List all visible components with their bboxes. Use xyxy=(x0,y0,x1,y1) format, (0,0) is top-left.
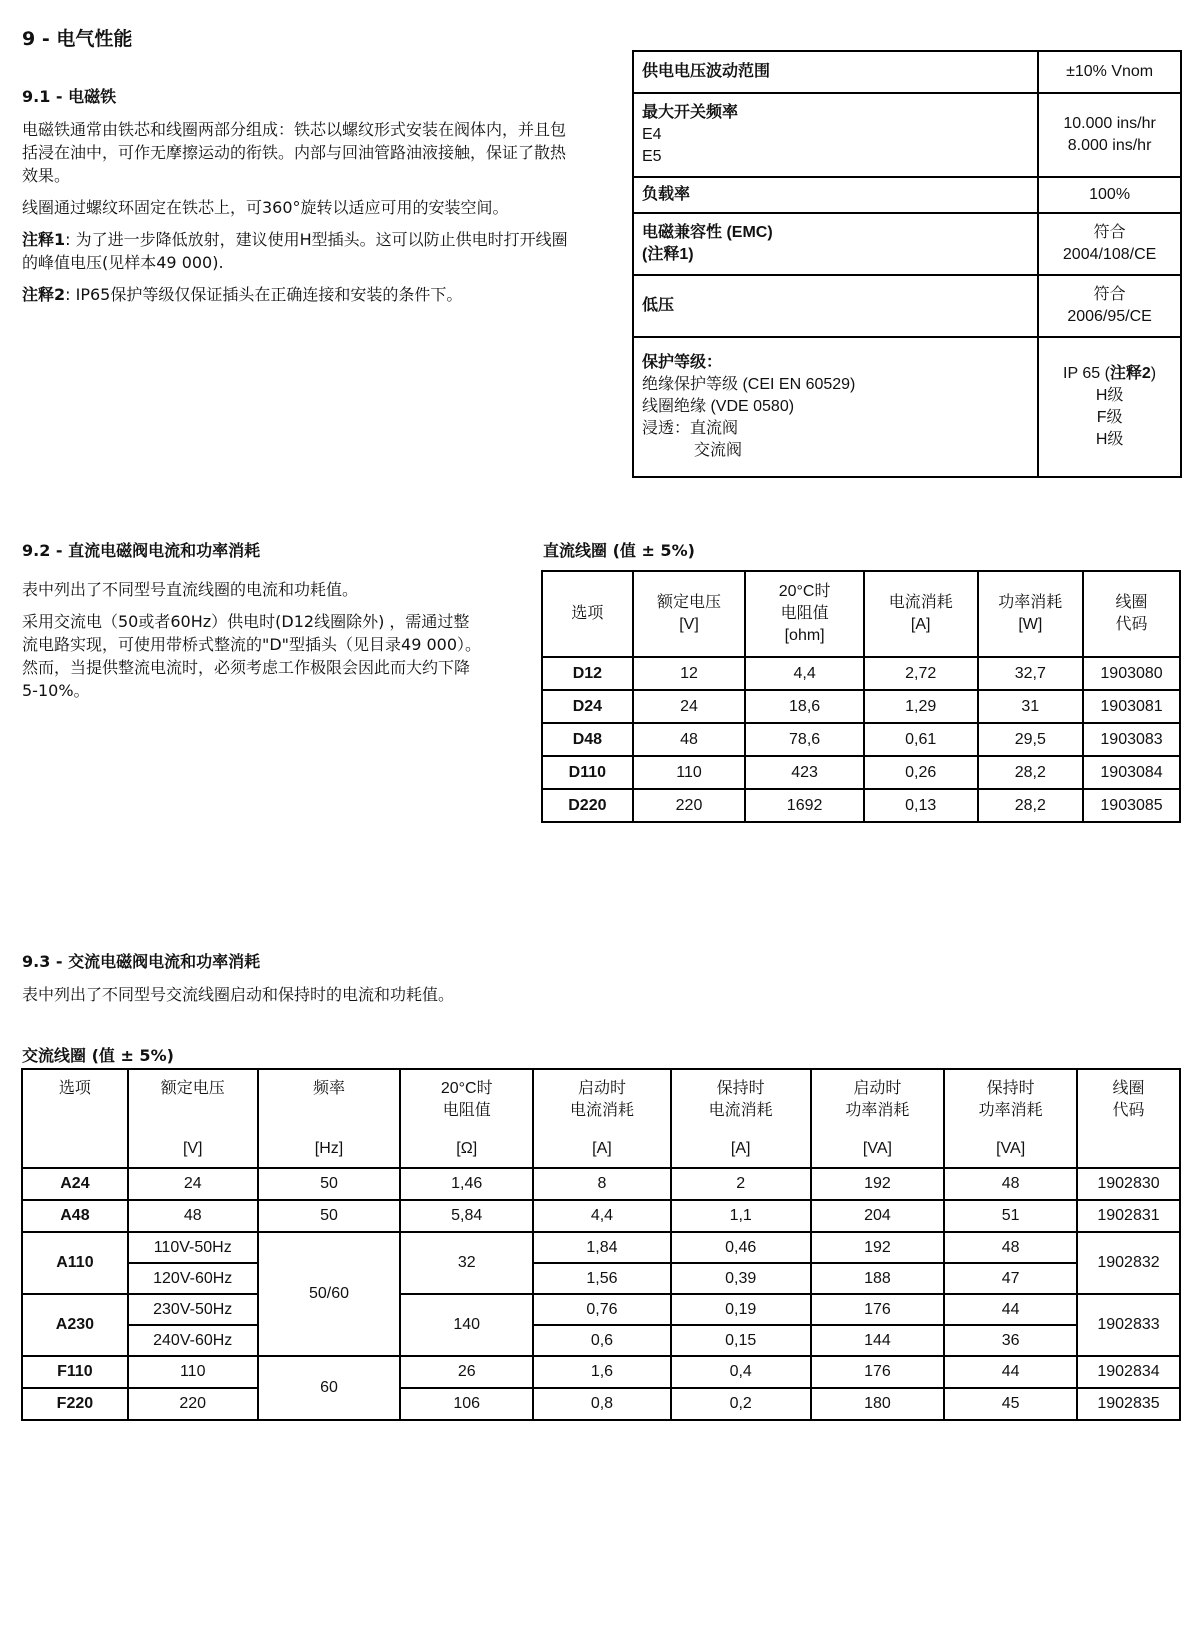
text-9-2 xyxy=(22,578,482,711)
table-cell: 1,84 xyxy=(533,1232,671,1263)
table-row xyxy=(22,1294,1180,1325)
spec-sub: E4 xyxy=(642,126,662,143)
column-header: 额定电压 [V] xyxy=(633,571,746,657)
column-header-label: 额定电压 xyxy=(160,1080,225,1097)
column-header-label: 保持时 功率消耗 xyxy=(978,1080,1043,1119)
paragraph: 表中列出了不同型号交流线圈启动和保持时的电流和功耗值。 xyxy=(22,985,455,1004)
table-row xyxy=(542,756,1180,789)
table-row xyxy=(22,1356,1180,1388)
table-cell: 44 xyxy=(944,1356,1077,1388)
dc-coil-table xyxy=(541,570,1181,823)
note-2-text: : IP65保护等级仅保证插头在正确连接和安装的条件下。 xyxy=(65,285,463,304)
spec-value-part: IP 65 ( xyxy=(1063,365,1110,382)
ac-coil-table xyxy=(21,1068,1181,1421)
spec-label: 电磁兼容性 (EMC) xyxy=(642,224,773,241)
table-cell: 120V-60Hz xyxy=(128,1263,258,1294)
table-cell: 240V-60Hz xyxy=(128,1325,258,1356)
table-cell: 188 xyxy=(811,1263,945,1294)
table-row xyxy=(22,1232,1180,1263)
column-header-unit: [A] xyxy=(592,1140,612,1157)
note-1-text: : 为了进一步降低放射，建议使用H型插头。这可以防止供电时打开线圈的峰值电压(见样本49 000). xyxy=(22,230,568,272)
table-cell: 1,46 xyxy=(400,1168,533,1200)
table-cell: 45 xyxy=(944,1388,1077,1420)
table-cell: 204 xyxy=(811,1200,945,1232)
table-cell: 1903083 xyxy=(1083,723,1180,756)
option-cell: D220 xyxy=(542,789,633,822)
table-cell: 31 xyxy=(978,690,1084,723)
spec-value xyxy=(1063,365,1156,382)
column-header xyxy=(128,1069,258,1168)
table-cell: 180 xyxy=(811,1388,945,1420)
spec-label: 负载率 xyxy=(642,186,691,203)
spec-value: H级 xyxy=(1095,431,1124,448)
table-cell: 110 xyxy=(633,756,746,789)
table-cell: 5,84 xyxy=(400,1200,533,1232)
table-cell: 24 xyxy=(633,690,746,723)
spec-label: 保护等级： xyxy=(642,354,723,371)
table-cell: 1,56 xyxy=(533,1263,671,1294)
column-header-label: 线圈 代码 xyxy=(1112,1080,1145,1119)
table-row xyxy=(22,1325,1180,1356)
note-1-label: 注释1 xyxy=(22,230,66,249)
spec-sub: 浸透：直流阀 xyxy=(642,420,739,437)
ac-header-row xyxy=(22,1069,1180,1168)
column-header-label: 选项 xyxy=(58,1080,91,1097)
column-header-label: 保持时 电流消耗 xyxy=(708,1080,773,1119)
spec-row xyxy=(633,275,1181,337)
column-header xyxy=(811,1069,945,1168)
table-cell: 48 xyxy=(633,723,746,756)
spec-value: ±10% Vnom xyxy=(1038,51,1181,93)
spec-sub: 绝缘保护等级 (CEI EN 60529) xyxy=(642,376,856,393)
table-cell: 50 xyxy=(258,1200,401,1232)
option-cell: D12 xyxy=(542,657,633,690)
table-cell: 1,6 xyxy=(533,1356,671,1388)
table-cell: 0,13 xyxy=(864,789,978,822)
table-cell: 1692 xyxy=(745,789,864,822)
ac-table-label: 交流线圈 (值 ± 5%) xyxy=(22,1046,174,1065)
spec-value: 符合 xyxy=(1093,224,1126,241)
spec-label: 供电电压波动范围 xyxy=(642,63,771,80)
paragraph: 表中列出了不同型号直流线圈的电流和功耗值。 xyxy=(22,580,359,599)
spec-sub: 交流阀 xyxy=(694,442,743,459)
column-header xyxy=(22,1069,128,1168)
table-cell: 1902831 xyxy=(1077,1200,1180,1232)
option-cell: F220 xyxy=(22,1388,128,1420)
spec-value: 符合 xyxy=(1093,286,1126,303)
column-header: 功率消耗 [W] xyxy=(978,571,1084,657)
table-cell: 8 xyxy=(533,1168,671,1200)
table-cell: 48 xyxy=(944,1232,1077,1263)
table-cell: 0,46 xyxy=(671,1232,811,1263)
spec-value: F级 xyxy=(1096,409,1123,426)
table-cell: 32,7 xyxy=(978,657,1084,690)
table-cell: 78,6 xyxy=(745,723,864,756)
table-cell: 220 xyxy=(128,1388,258,1420)
dc-header-row xyxy=(542,571,1180,657)
table-cell: 50 xyxy=(258,1168,401,1200)
spec-value-part: ) xyxy=(1150,365,1157,382)
table-cell: 0,26 xyxy=(864,756,978,789)
column-header xyxy=(400,1069,533,1168)
column-header-unit: [V] xyxy=(182,1140,203,1157)
spec-sub: 线圈绝缘 (VDE 0580) xyxy=(642,398,795,415)
table-cell: 1903080 xyxy=(1083,657,1180,690)
column-header-label: 启动时 电流消耗 xyxy=(569,1080,634,1119)
paragraph: 电磁铁通常由铁芯和线圈两部分组成：铁芯以螺纹形式安装在阀体内，并且包括浸在油中，可作无摩擦运动的衔铁。内部与回油管路油液接触，保证了散热效果。 xyxy=(22,120,567,185)
table-cell: 144 xyxy=(811,1325,945,1356)
note-2-label: 注释2 xyxy=(22,285,66,304)
table-cell: 60 xyxy=(258,1356,401,1420)
section-title: 9 - 电气性能 xyxy=(22,28,133,50)
option-cell: A24 xyxy=(22,1168,128,1200)
table-cell: 110 xyxy=(128,1356,258,1388)
paragraph: 线圈通过螺纹环固定在铁芯上，可360°旋转以适应可用的安装空间。 xyxy=(22,198,509,217)
table-row xyxy=(542,657,1180,690)
table-cell: 106 xyxy=(400,1388,533,1420)
table-cell: 1903085 xyxy=(1083,789,1180,822)
note-1 xyxy=(22,228,574,274)
table-cell: 1,1 xyxy=(671,1200,811,1232)
spec-row xyxy=(633,213,1181,275)
table-cell: 0,61 xyxy=(864,723,978,756)
column-header: 选项 xyxy=(542,571,633,657)
column-header-unit: [Ω] xyxy=(456,1140,478,1157)
table-cell: 1,29 xyxy=(864,690,978,723)
table-cell: 48 xyxy=(128,1200,258,1232)
spec-value: 10.000 ins/hr xyxy=(1063,115,1156,132)
table-cell: 1902832 xyxy=(1077,1232,1180,1294)
option-cell: D24 xyxy=(542,690,633,723)
dc-table-label: 直流线圈 (值 ± 5%) xyxy=(543,541,695,560)
table-cell: 28,2 xyxy=(978,789,1084,822)
column-header xyxy=(671,1069,811,1168)
table-cell: 1902835 xyxy=(1077,1388,1180,1420)
table-cell: 176 xyxy=(811,1294,945,1325)
column-header: 电流消耗 [A] xyxy=(864,571,978,657)
table-cell: 0,4 xyxy=(671,1356,811,1388)
column-header xyxy=(533,1069,671,1168)
table-cell: 36 xyxy=(944,1325,1077,1356)
table-cell: 26 xyxy=(400,1356,533,1388)
table-cell: 192 xyxy=(811,1232,945,1263)
table-cell: 1902834 xyxy=(1077,1356,1180,1388)
column-header xyxy=(1077,1069,1180,1168)
table-cell: 4,4 xyxy=(533,1200,671,1232)
heading-9-2: 9.2 - 直流电磁阀电流和功率消耗 xyxy=(22,541,261,560)
table-cell: 47 xyxy=(944,1263,1077,1294)
table-cell: 0,8 xyxy=(533,1388,671,1420)
table-cell: 50/60 xyxy=(258,1232,401,1356)
table-cell: 18,6 xyxy=(745,690,864,723)
table-row xyxy=(22,1263,1180,1294)
table-cell: 0,39 xyxy=(671,1263,811,1294)
option-cell: D48 xyxy=(542,723,633,756)
table-cell: 1903084 xyxy=(1083,756,1180,789)
table-row xyxy=(542,789,1180,822)
spec-sub: E5 xyxy=(642,148,662,165)
table-cell: 44 xyxy=(944,1294,1077,1325)
option-cell: A48 xyxy=(22,1200,128,1232)
table-cell: 220 xyxy=(633,789,746,822)
table-cell: 24 xyxy=(128,1168,258,1200)
column-header: 20°C时 电阻值 [ohm] xyxy=(745,571,864,657)
table-cell: 4,4 xyxy=(745,657,864,690)
table-row xyxy=(542,690,1180,723)
option-cell: F110 xyxy=(22,1356,128,1388)
table-cell: 230V-50Hz xyxy=(128,1294,258,1325)
column-header-unit: [Hz] xyxy=(314,1140,344,1157)
table-cell: 0,15 xyxy=(671,1325,811,1356)
heading-9-3: 9.3 - 交流电磁阀电流和功率消耗 xyxy=(22,952,261,971)
table-cell: 140 xyxy=(400,1294,533,1356)
spec-label: 最大开关频率 xyxy=(642,104,739,121)
column-header-label: 频率 xyxy=(312,1080,345,1097)
column-header-label: 20°C时 电阻值 xyxy=(440,1080,493,1119)
option-cell: D110 xyxy=(542,756,633,789)
table-cell: 0,76 xyxy=(533,1294,671,1325)
table-cell: 192 xyxy=(811,1168,945,1200)
note-2 xyxy=(22,283,574,306)
option-cell: A110 xyxy=(22,1232,128,1294)
table-row xyxy=(542,723,1180,756)
column-header xyxy=(944,1069,1077,1168)
table-cell: 0,19 xyxy=(671,1294,811,1325)
table-row xyxy=(22,1388,1180,1420)
table-cell: 2 xyxy=(671,1168,811,1200)
paragraph: 采用交流电（50或者60Hz）供电时(D12线圈除外) ，需通过整流电路实现，可使用带桥式整流的"D"型插头（见目录49 000）。然而，当提供整流电流时，必须考虑工作极限会因此而大约下降5-10%。 xyxy=(22,612,482,700)
column-header-unit: [VA] xyxy=(996,1140,1026,1157)
spec-row xyxy=(633,93,1181,177)
table-cell: 176 xyxy=(811,1356,945,1388)
table-cell: 1902830 xyxy=(1077,1168,1180,1200)
text-9-1 xyxy=(22,118,574,315)
table-cell: 1902833 xyxy=(1077,1294,1180,1356)
spec-value: 100% xyxy=(1038,177,1181,213)
spec-label: 低压 xyxy=(642,297,675,314)
table-cell: 12 xyxy=(633,657,746,690)
table-row xyxy=(22,1200,1180,1232)
spec-row xyxy=(633,51,1181,93)
table-cell: 28,2 xyxy=(978,756,1084,789)
table-cell: 29,5 xyxy=(978,723,1084,756)
table-cell: 2,72 xyxy=(864,657,978,690)
spec-value: H级 xyxy=(1095,387,1124,404)
table-cell: 110V-50Hz xyxy=(128,1232,258,1263)
spec-table xyxy=(632,50,1182,478)
spec-value: 8.000 ins/hr xyxy=(1067,137,1152,154)
spec-row xyxy=(633,337,1181,477)
spec-value: 2006/95/CE xyxy=(1067,308,1152,325)
spec-value: 2004/108/CE xyxy=(1062,246,1157,263)
column-header-unit: [VA] xyxy=(862,1140,892,1157)
spec-row xyxy=(633,177,1181,213)
column-header-unit: [A] xyxy=(730,1140,751,1157)
spec-note: 注释2 xyxy=(1109,365,1151,382)
table-cell: 0,6 xyxy=(533,1325,671,1356)
table-cell: 423 xyxy=(745,756,864,789)
table-cell: 32 xyxy=(400,1232,533,1294)
spec-note: (注释1) xyxy=(642,246,694,263)
table-cell: 48 xyxy=(944,1168,1077,1200)
column-header-label: 启动时 功率消耗 xyxy=(845,1080,910,1119)
table-cell: 1903081 xyxy=(1083,690,1180,723)
column-header xyxy=(258,1069,401,1168)
table-row xyxy=(22,1168,1180,1200)
table-cell: 51 xyxy=(944,1200,1077,1232)
table-cell: 0,2 xyxy=(671,1388,811,1420)
option-cell: A230 xyxy=(22,1294,128,1356)
column-header: 线圈 代码 xyxy=(1083,571,1180,657)
heading-9-1: 9.1 - 电磁铁 xyxy=(22,87,117,106)
